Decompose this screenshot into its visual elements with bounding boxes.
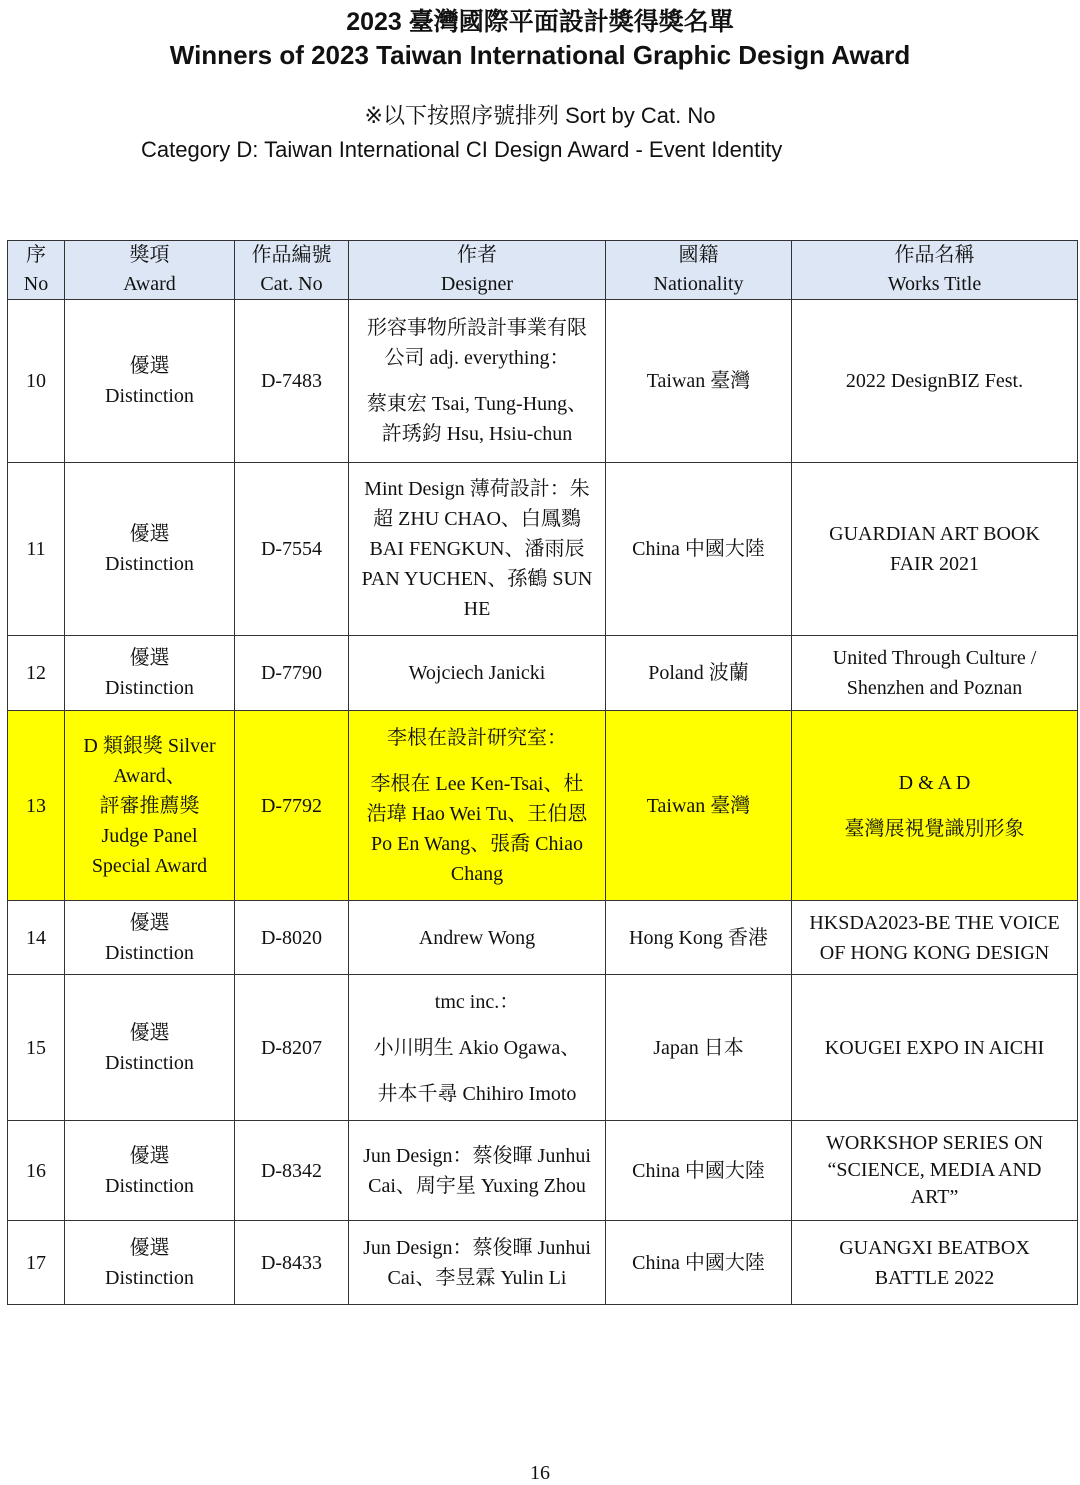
cell-cat-no: D-8207 (235, 975, 349, 1121)
cell-award: 優選 Distinction (65, 975, 235, 1121)
cell-cat-no: D-7792 (235, 711, 349, 901)
cell-nationality: Taiwan 臺灣 (606, 300, 792, 463)
cell-award: 優選 Distinction (65, 901, 235, 975)
cell-award: 優選 Distinction (65, 300, 235, 463)
cell-designer: Andrew Wong (349, 901, 606, 975)
category-heading: Category D: Taiwan International CI Design Award - Event Identity (141, 137, 783, 162)
cell-award: 優選 Distinction (65, 463, 235, 636)
cell-award: 優選 Distinction (65, 636, 235, 711)
cell-nationality: Taiwan 臺灣 (606, 711, 792, 901)
header-no: 序 No (8, 241, 65, 300)
cell-works-title: United Through Culture / Shenzhen and Poznan (792, 636, 1078, 711)
header-designer: 作者 Designer (349, 241, 606, 300)
cell-cat-no: D-8433 (235, 1221, 349, 1305)
cell-designer: Jun Design：蔡俊暉 Junhui Cai、李昱霖 Yulin Li (349, 1221, 606, 1305)
header-cat-no: 作品編號 Cat. No (235, 241, 349, 300)
cell-cat-no: D-7483 (235, 300, 349, 463)
cell-works-title: 2022 DesignBIZ Fest. (792, 300, 1078, 463)
cell-nationality: Hong Kong 香港 (606, 901, 792, 975)
cell-nationality: China 中國大陸 (606, 463, 792, 636)
cell-works-title: KOUGEI EXPO IN AICHI (792, 975, 1078, 1121)
cell-nationality: Japan 日本 (606, 975, 792, 1121)
cell-designer: 形容事物所設計事業有限 公司 adj. everything： 蔡東宏 Tsai, Tung-Hung、 許琇鈞 Hsu, Hsiu-chun (349, 300, 606, 463)
page-number: 16 (530, 1462, 550, 1484)
table-row (8, 975, 1078, 1121)
cell-works-title: D & A D 臺灣展視覺識別形象 (792, 711, 1078, 901)
page-title-chinese: 2023 臺灣國際平面設計獎得獎名單 (346, 8, 734, 36)
table-row (8, 636, 1078, 711)
cell-designer: tmc inc.： 小川明生 Akio Ogawa、 井本千尋 Chihiro Imoto (349, 975, 606, 1121)
cell-no: 10 (8, 300, 65, 463)
cell-award: 優選 Distinction (65, 1121, 235, 1221)
cell-no: 15 (8, 975, 65, 1121)
cell-award: D 類銀獎 Silver Award、 評審推薦獎 Judge Panel Special Award (65, 711, 235, 901)
cell-works-title: GUANGXI BEATBOX BATTLE 2022 (792, 1221, 1078, 1305)
table-row-highlighted (8, 711, 1078, 901)
cell-designer: Mint Design 薄荷設計：朱 超 ZHU CHAO、白鳳鷚 BAI FENGKUN、潘雨辰 PAN YUCHEN、孫鶴 SUN HE (349, 463, 606, 636)
table-header-row (8, 241, 1078, 300)
cell-works-title: GUARDIAN ART BOOK FAIR 2021 (792, 463, 1078, 636)
table-row (8, 463, 1078, 636)
page-title-english: Winners of 2023 Taiwan International Graphic Design Award (169, 40, 911, 70)
cell-cat-no: D-8020 (235, 901, 349, 975)
cell-nationality: China 中國大陸 (606, 1121, 792, 1221)
header-nationality: 國籍 Nationality (606, 241, 792, 300)
cell-designer: 李根在設計研究室： 李根在 Lee Ken-Tsai、杜 浩瑋 Hao Wei Tu、王伯恩 Po En Wang、張喬 Chiao Chang (349, 711, 606, 901)
header-award: 獎項 Award (65, 241, 235, 300)
cell-no: 12 (8, 636, 65, 711)
cell-nationality: China 中國大陸 (606, 1221, 792, 1305)
sort-note: ※以下按照序號排列 Sort by Cat. No (364, 103, 716, 128)
table-row (8, 901, 1078, 975)
cell-cat-no: D-7790 (235, 636, 349, 711)
table-row (8, 300, 1078, 463)
cell-works-title: WORKSHOP SERIES ON “SCIENCE, MEDIA AND ART” (792, 1121, 1078, 1221)
cell-works-title: HKSDA2023-BE THE VOICE OF HONG KONG DESIGN (792, 901, 1078, 975)
winners-table (7, 240, 1078, 1305)
cell-designer: Wojciech Janicki (349, 636, 606, 711)
header-works-title: 作品名稱 Works Title (792, 241, 1078, 300)
cell-designer: Jun Design：蔡俊暉 Junhui Cai、周宇星 Yuxing Zhou (349, 1121, 606, 1221)
cell-no: 11 (8, 463, 65, 636)
cell-no: 17 (8, 1221, 65, 1305)
table-row (8, 1121, 1078, 1221)
cell-nationality: Poland 波蘭 (606, 636, 792, 711)
cell-award: 優選 Distinction (65, 1221, 235, 1305)
cell-no: 16 (8, 1121, 65, 1221)
cell-no: 14 (8, 901, 65, 975)
table-row (8, 1221, 1078, 1305)
cell-cat-no: D-7554 (235, 463, 349, 636)
cell-no: 13 (8, 711, 65, 901)
cell-cat-no: D-8342 (235, 1121, 349, 1221)
